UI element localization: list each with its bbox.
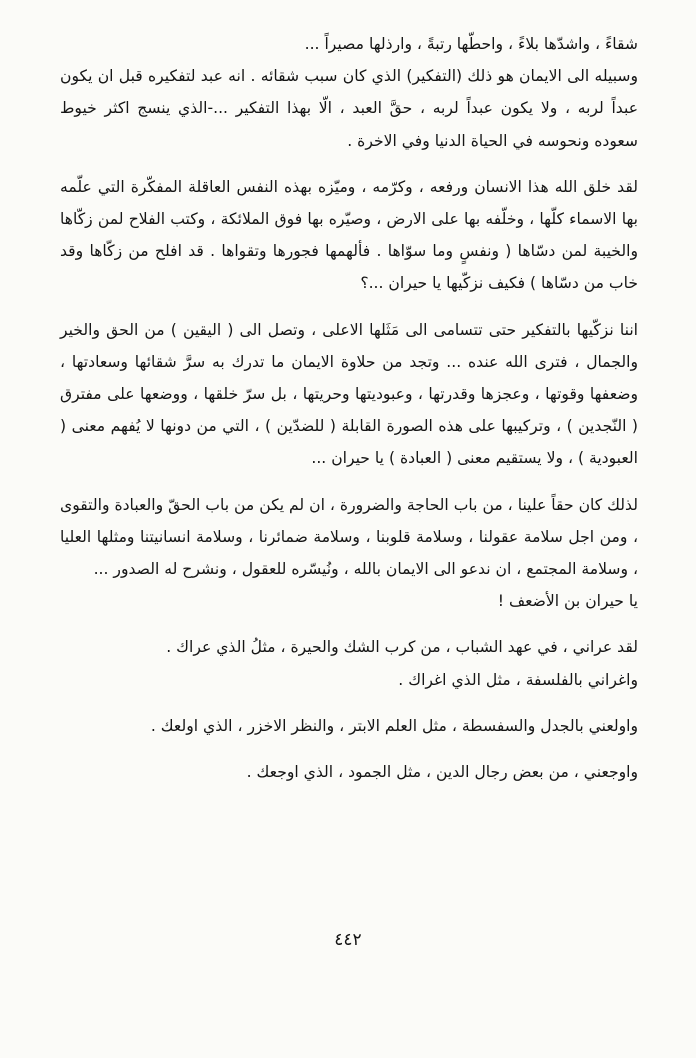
paragraph-6: يا حيران بن الأضعف ! [497,592,638,611]
paragraph-10: واوجعني ، من بعض رجال الدين ، مثل الجمود ، الذي اوجعك . [246,763,638,782]
paragraph-4: اننا نزكّيها بالتفكير حتى تتسامى الى مَثَلها الاعلى ، وتصل الى ( اليقين ) من الحق والخير والجمال ، فترى الله عنده ... وتجد من حلاوة الايمان ما تدرك به سرَّ شقائها وسعادتها ، وضعفها وقوتها ، وعجزها وقدرتها ، وعبوديتها وحريتها ، بل سرّ خلقها ، ووضعها على مفترق ( النّجدين ) ، وتركيبها على هذه الصورة القابلة ( للضدّين ) ، التي من دونها لا يُفهم معنى ( العبودية ) ، ولا يستقيم معنى ( العبادة ) يا حيران ... [60,320,638,468]
paragraph-5: لذلك كان حقاً علينا ، من باب الحاجة والضرورة ، ان لم يكن من باب الحقّ والعبادة والتقوى ، ومن اجل سلامة عقولنا ، وسلامة قلوبنا ، وسلامة ضمائرنا ، وسلامة انسانيتنا ومثلها العليا ، وسلامة المجتمع ، ان ندعو الى الايمان بالله ، ونُيسّره للعقول ، ونشرح له الصدور ... [60,495,638,579]
body-text [60,28,638,788]
page-number: ٤٤٢ [334,930,362,950]
paragraph-9: واولعني بالجدل والسفسطة ، مثل العلم الابتر ، والنظر الاخزر ، الذي اولعك . [150,716,638,735]
paragraph-1: شقاءً ، واشدّها بلاءً ، واحطّها رتبةً ، وارذلها مصيراً ... [304,35,638,53]
paragraph-2: وسبيله الى الايمان هو ذلك (التفكير) الذي كان سبب شقائه . انه عبد لتفكيره قبل ان يكون عبداً لربه ، ولا يكون عبداً لربه ، حقَّ العبد ، الّا بهذا التفكير ...-الذي ينسج اكثر خيوط سعوده ونحوسه في الحياة الدنيا وفي الاخرة . [60,67,638,150]
paragraph-7: لقد عراني ، في عهد الشباب ، من كرب الشك والحيرة ، مثلُ الذي عراك . [166,638,638,657]
paragraph-8: واغراني بالفلسفة ، مثل الذي اغراك . [398,670,638,689]
paragraph-3: لقد خلق الله هذا الانسان ورفعه ، وكرّمه ، وميّزه بهذه النفس العاقلة المفكّرة التي علّمه بها الاسماء كلّها ، وخلّفه بها على الارض ، وصيّره بها فوق الملائكة ، وكتب الفلاح لمن زكّاها والخيبة لمن دسّاها ( ونفسٍ وما سوّاها . فألهمها فجورها وتقواها . قد افلح من زكّاها وقد خاب من دسّاها ) فكيف نزكّيها يا حيران ...؟ [60,177,638,293]
